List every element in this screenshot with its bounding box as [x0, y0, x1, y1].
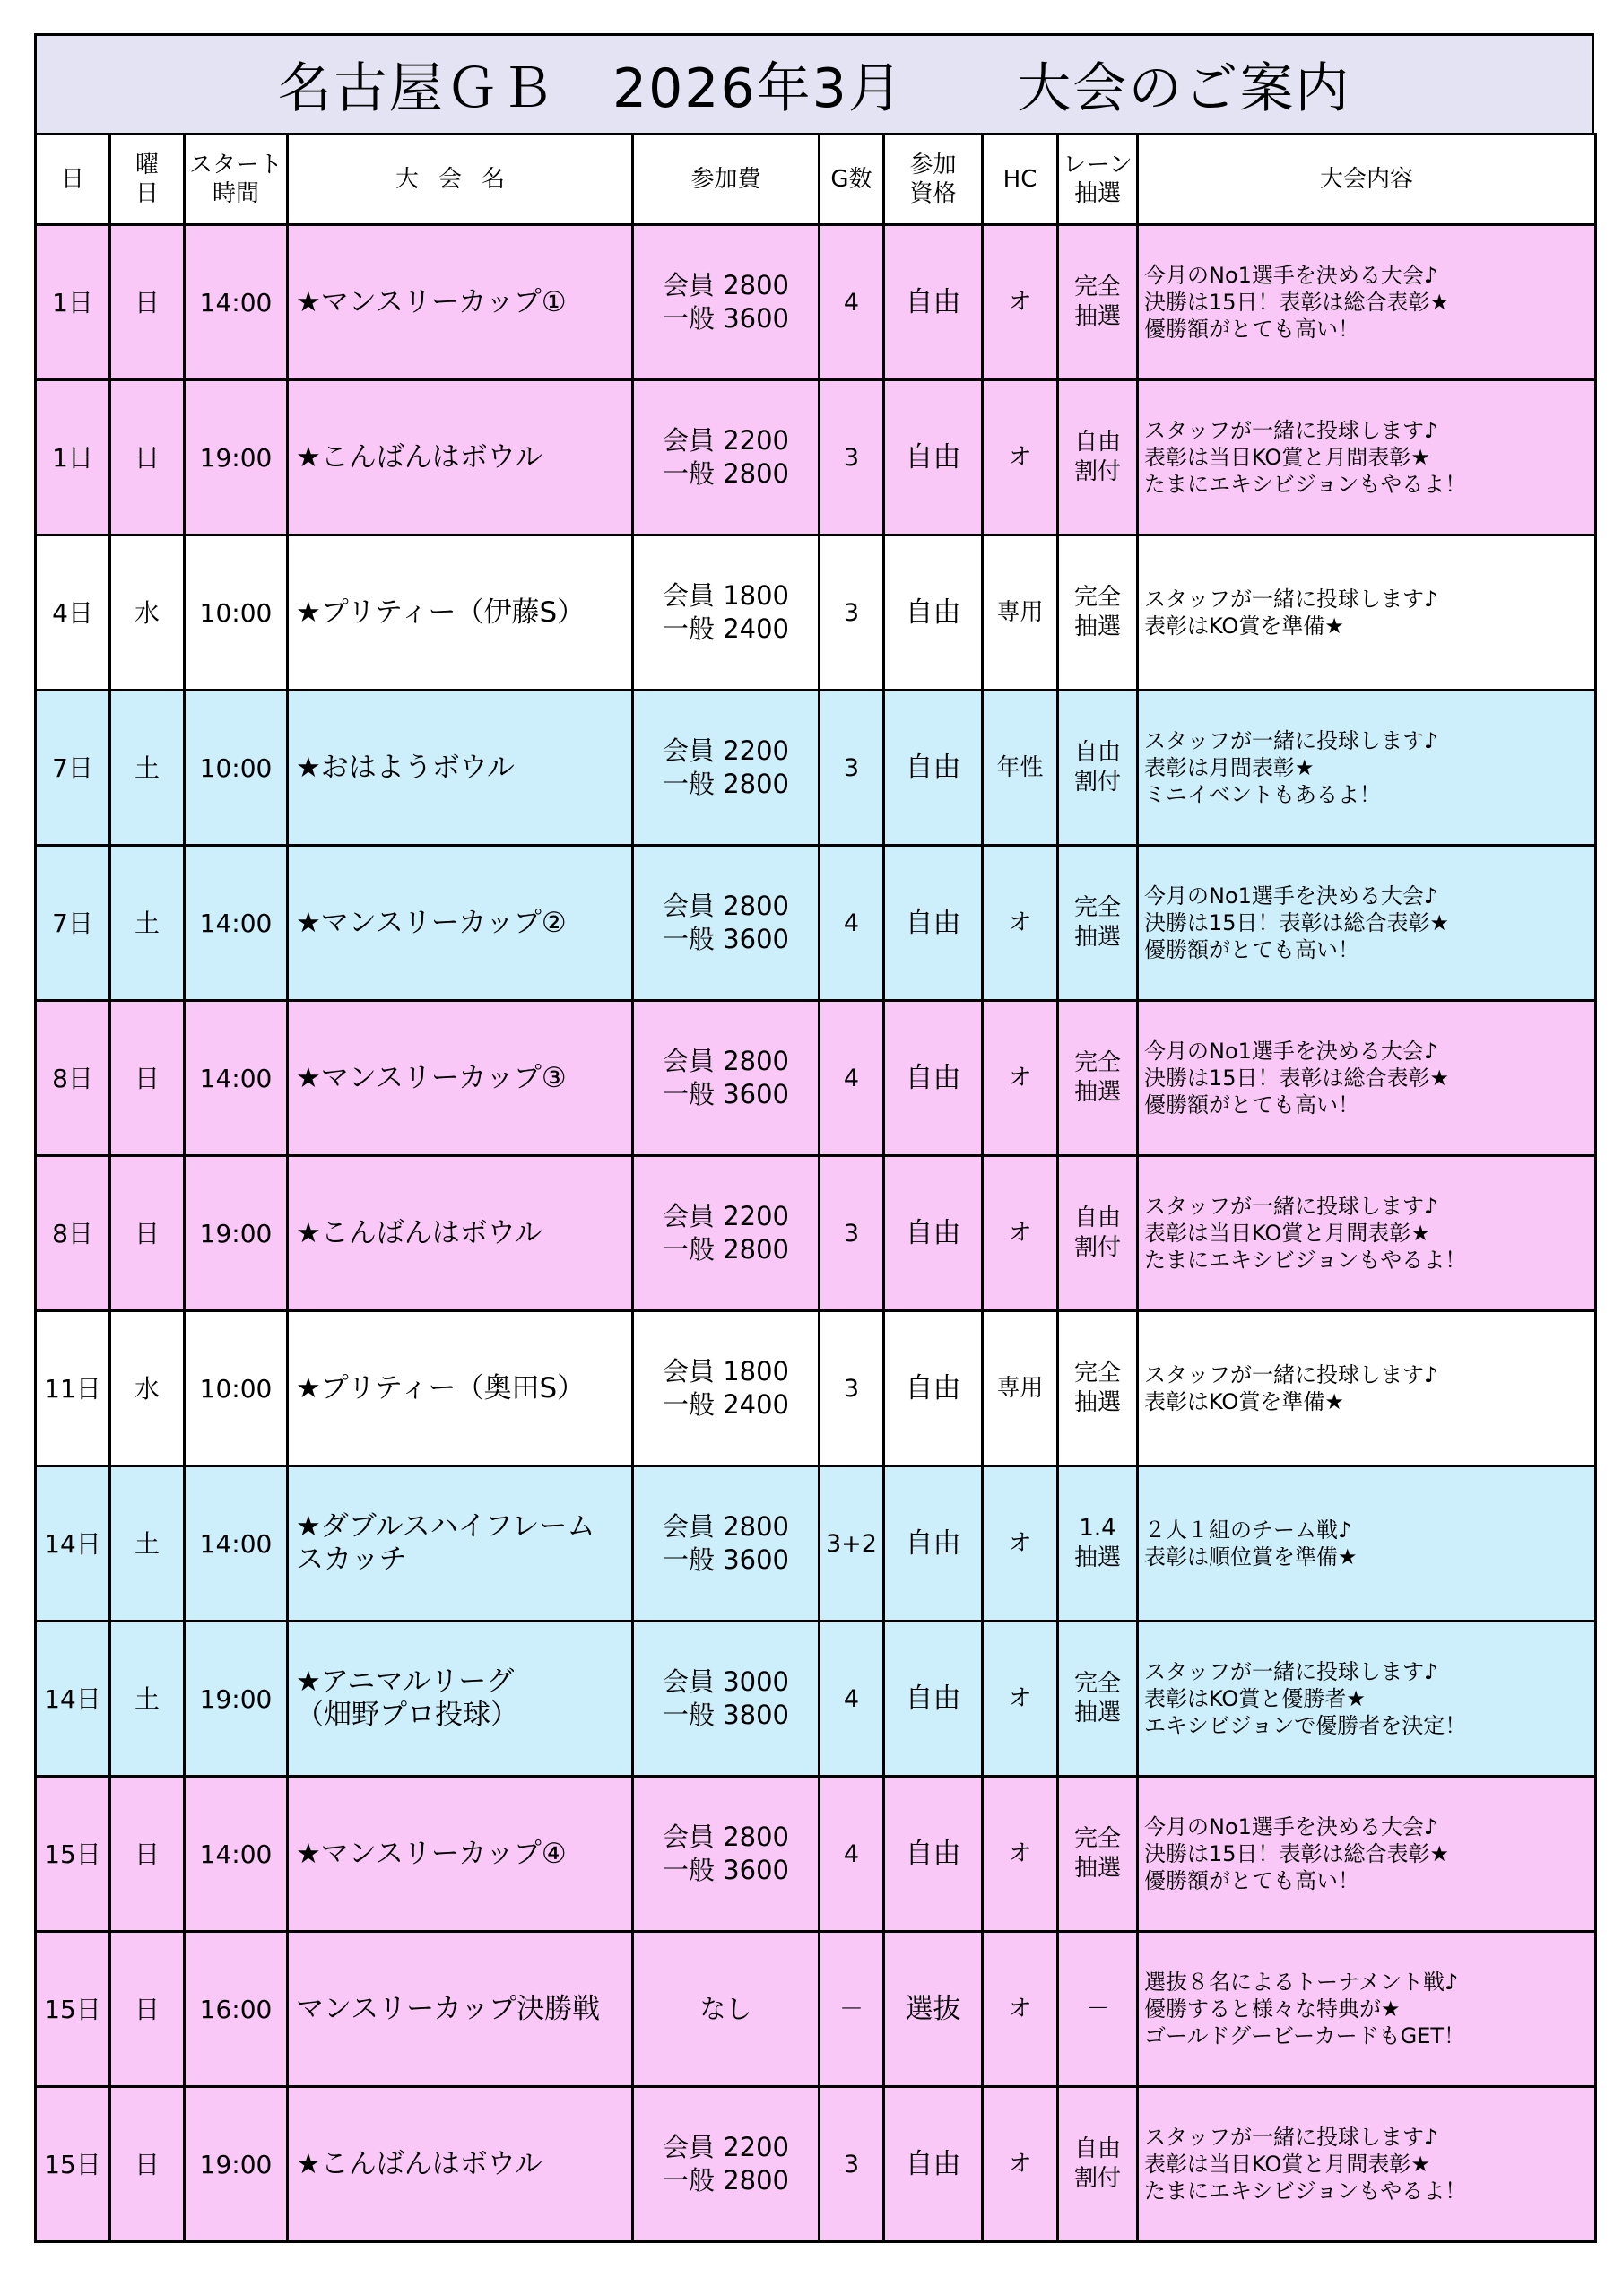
table-row — [36, 1466, 1596, 1622]
table-row — [36, 691, 1596, 846]
day-cell-text: 15日 — [44, 1994, 101, 2024]
lane-draw-cell — [1058, 225, 1138, 380]
event-name-cell — [288, 1311, 633, 1466]
games-cell-text: 3+2 — [826, 1529, 877, 1558]
games-cell-text: 4 — [843, 288, 860, 317]
games-cell-text: 3 — [843, 1219, 860, 1248]
day-cell — [36, 380, 110, 535]
table-header-row — [36, 135, 1596, 225]
weekday-cell-text: 日 — [134, 442, 160, 473]
weekday-cell — [110, 1156, 185, 1311]
event-name-cell — [288, 225, 633, 380]
games-cell — [820, 535, 884, 691]
day-cell-text: 7日 — [52, 752, 93, 783]
lane-draw-cell — [1058, 1156, 1138, 1311]
hc-cell-text: オ — [1008, 1684, 1032, 1712]
start-time-cell-text: 14:00 — [199, 287, 273, 317]
qualification-cell-text: 自由 — [905, 906, 961, 939]
fee-cell — [633, 691, 820, 846]
hc-cell-text: オ — [1008, 1839, 1032, 1867]
fee-cell-text: 会員 2800 一般 3600 — [662, 270, 790, 334]
event-name-cell — [288, 1622, 633, 1777]
hc-cell-text: オ — [1008, 443, 1032, 471]
start-time-cell — [185, 535, 288, 691]
weekday-cell-text: 日 — [134, 1218, 160, 1248]
day-cell-text: 1日 — [52, 442, 93, 473]
start-time-cell — [185, 1622, 288, 1777]
start-time-cell-text: 16:00 — [199, 1994, 273, 2024]
event-name-cell-text: ★マンスリーカップ② — [296, 906, 567, 939]
table-row — [36, 380, 1596, 535]
table-row — [36, 1156, 1596, 1311]
lane-draw-cell — [1058, 1777, 1138, 1932]
event-name-cell-text: ★おはようボウル — [296, 751, 515, 784]
detail-cell-text: 今月のNo1選手を決める大会♪ 決勝は15日！表彰は総合表彰★ 優勝額がとても高い！ — [1144, 883, 1450, 962]
event-name-cell — [288, 691, 633, 846]
start-time-cell-text: 14:00 — [199, 1063, 273, 1093]
lane-draw-cell — [1058, 1466, 1138, 1622]
header-event-name: 大会名 — [288, 135, 633, 225]
games-cell — [820, 1466, 884, 1622]
detail-cell-text: 今月のNo1選手を決める大会♪ 決勝は15日！表彰は総合表彰★ 優勝額がとても高い！ — [1144, 1039, 1450, 1118]
weekday-cell-text: 土 — [134, 752, 160, 783]
fee-cell — [633, 535, 820, 691]
weekday-cell — [110, 380, 185, 535]
header-hc: HC — [983, 135, 1058, 225]
detail-cell — [1138, 225, 1596, 380]
detail-cell-text: スタッフが一緒に投球します♪ 表彰はKO賞と優勝者★ エキシビジョンで優勝者を決定！ — [1144, 1659, 1467, 1738]
qualification-cell — [884, 1001, 983, 1156]
weekday-cell — [110, 2087, 185, 2242]
games-cell — [820, 1622, 884, 1777]
day-cell-text: 15日 — [44, 2149, 101, 2179]
detail-cell — [1138, 1777, 1596, 1932]
day-cell — [36, 1311, 110, 1466]
lane-draw-cell-text: 自由 割付 — [1073, 429, 1121, 485]
weekday-cell — [110, 225, 185, 380]
hc-cell-text: オ — [1008, 1529, 1032, 1557]
detail-cell-text: 今月のNo1選手を決める大会♪ 決勝は15日！表彰は総合表彰★ 優勝額がとても高い！ — [1144, 1814, 1450, 1893]
day-cell-text: 8日 — [52, 1063, 93, 1093]
qualification-cell — [884, 2087, 983, 2242]
detail-cell-text: スタッフが一緒に投球します♪ 表彰は当日KO賞と月間表彰★ たまにエキシビジョンもやるよ！ — [1144, 418, 1467, 497]
event-name-cell-text: ★マンスリーカップ④ — [296, 1837, 567, 1870]
schedule-rows — [36, 225, 1596, 2242]
fee-cell — [633, 1777, 820, 1932]
hc-cell — [983, 225, 1058, 380]
fee-cell-text: 会員 2200 一般 2800 — [662, 735, 790, 799]
header-detail: 大会内容 — [1138, 135, 1596, 225]
games-cell — [820, 1777, 884, 1932]
hc-cell — [983, 846, 1058, 1001]
detail-cell — [1138, 1622, 1596, 1777]
qualification-cell — [884, 380, 983, 535]
table-row — [36, 1311, 1596, 1466]
qualification-cell-text: 自由 — [905, 1526, 961, 1560]
day-cell — [36, 1001, 110, 1156]
fee-cell — [633, 1932, 820, 2087]
event-name-cell-text: ★プリティー（伊藤S） — [296, 596, 586, 629]
event-name-cell-text: ★ダブルスハイフレーム スカッチ — [296, 1510, 595, 1576]
header-day: 日 — [36, 135, 110, 225]
lane-draw-cell-text: 自由 割付 — [1073, 739, 1121, 796]
hc-cell-text: 専用 — [996, 598, 1044, 626]
header-start-time: スタート 時間 — [185, 135, 288, 225]
qualification-cell-text: 自由 — [905, 1061, 961, 1094]
hc-cell — [983, 1932, 1058, 2087]
games-cell — [820, 1932, 884, 2087]
weekday-cell — [110, 1311, 185, 1466]
event-name-cell — [288, 1156, 633, 1311]
qualification-cell-text: 自由 — [905, 596, 961, 629]
hc-cell-text: オ — [1008, 1064, 1032, 1091]
title-gap-1 — [556, 53, 612, 116]
table-row — [36, 225, 1596, 380]
day-cell — [36, 225, 110, 380]
fee-cell-text: 会員 2200 一般 2800 — [662, 2132, 790, 2196]
day-cell — [36, 1932, 110, 2087]
qualification-cell — [884, 691, 983, 846]
event-name-cell — [288, 1466, 633, 1622]
schedule-month: 2026年3月 — [612, 57, 904, 120]
start-time-cell — [185, 1777, 288, 1932]
table-row — [36, 846, 1596, 1001]
detail-cell — [1138, 1932, 1596, 2087]
qualification-cell-text: 自由 — [905, 440, 961, 474]
games-cell-text: 4 — [843, 909, 860, 937]
qualification-cell — [884, 846, 983, 1001]
start-time-cell — [185, 1932, 288, 2087]
day-cell — [36, 535, 110, 691]
qualification-cell — [884, 1156, 983, 1311]
start-time-cell-text: 10:00 — [199, 1373, 273, 1404]
games-cell-text: － — [839, 1995, 864, 2023]
venue-name: 名古屋ＧＢ — [277, 57, 556, 120]
fee-cell-text: 会員 2200 一般 2800 — [662, 1201, 790, 1265]
day-cell-text: 11日 — [44, 1373, 101, 1404]
detail-cell-text: スタッフが一緒に投球します♪ 表彰は当日KO賞と月間表彰★ たまにエキシビジョンもやるよ！ — [1144, 2125, 1467, 2204]
day-cell-text: 7日 — [52, 908, 93, 938]
qualification-cell — [884, 1932, 983, 2087]
games-cell — [820, 1311, 884, 1466]
lane-draw-cell — [1058, 2087, 1138, 2242]
qualification-cell-text: 選抜 — [905, 1992, 961, 2025]
table-row — [36, 2087, 1596, 2242]
detail-cell-text: スタッフが一緒に投球します♪ 表彰はKO賞を準備★ — [1144, 587, 1438, 639]
qualification-cell-text: 自由 — [905, 1371, 961, 1405]
start-time-cell — [185, 1001, 288, 1156]
event-name-cell — [288, 2087, 633, 2242]
lane-draw-cell — [1058, 535, 1138, 691]
fee-cell-text: なし — [699, 1993, 752, 2024]
fee-cell-text: 会員 2800 一般 3600 — [662, 1511, 790, 1575]
table-row — [36, 535, 1596, 691]
title-gap-2 — [904, 53, 1017, 116]
games-cell — [820, 1156, 884, 1311]
qualification-cell — [884, 535, 983, 691]
event-name-cell-text: ★こんばんはボウル — [296, 2147, 542, 2180]
lane-draw-cell-text: 完全 抽選 — [1073, 1670, 1121, 1726]
games-cell — [820, 846, 884, 1001]
start-time-cell — [185, 225, 288, 380]
detail-cell — [1138, 2087, 1596, 2242]
games-cell-text: 3 — [843, 753, 860, 782]
table-row — [36, 1777, 1596, 1932]
weekday-cell-text: 土 — [134, 1683, 160, 1714]
event-name-cell-text: ★こんばんはボウル — [296, 440, 542, 474]
games-cell-text: 3 — [843, 598, 860, 627]
detail-cell-text: スタッフが一緒に投球します♪ 表彰は月間表彰★ ミニイベントもあるよ！ — [1144, 728, 1438, 807]
header-games: G数 — [820, 135, 884, 225]
fee-cell — [633, 380, 820, 535]
weekday-cell — [110, 691, 185, 846]
games-cell-text: 4 — [843, 1064, 860, 1092]
event-name-cell-text: ★プリティー（奥田S） — [296, 1371, 586, 1405]
weekday-cell-text: 日 — [134, 1063, 160, 1093]
qualification-cell — [884, 1777, 983, 1932]
games-cell-text: 4 — [843, 1684, 860, 1713]
detail-cell — [1138, 1311, 1596, 1466]
start-time-cell — [185, 1311, 288, 1466]
day-cell-text: 15日 — [44, 1839, 101, 1869]
day-cell — [36, 846, 110, 1001]
day-cell-text: 1日 — [52, 287, 93, 317]
start-time-cell — [185, 2087, 288, 2242]
day-cell-text: 8日 — [52, 1218, 93, 1248]
fee-cell-text: 会員 2800 一般 3600 — [662, 891, 790, 954]
lane-draw-cell-text: 完全 抽選 — [1073, 1360, 1121, 1416]
detail-cell — [1138, 1001, 1596, 1156]
games-cell-text: 3 — [843, 443, 860, 472]
header-lane-draw: レーン 抽選 — [1058, 135, 1138, 225]
fee-cell-text: 会員 2200 一般 2800 — [662, 425, 790, 489]
event-name-cell-text: ★マンスリーカップ① — [296, 285, 567, 318]
detail-cell — [1138, 380, 1596, 535]
header-weekday: 曜 日 — [110, 135, 185, 225]
fee-cell-text: 会員 3000 一般 3800 — [662, 1666, 790, 1730]
table-row — [36, 1622, 1596, 1777]
start-time-cell-text: 10:00 — [199, 752, 273, 783]
hc-cell — [983, 1622, 1058, 1777]
day-cell — [36, 1622, 110, 1777]
start-time-cell-text: 14:00 — [199, 1528, 273, 1559]
day-cell-text: 4日 — [52, 597, 93, 628]
weekday-cell-text: 日 — [134, 287, 160, 317]
day-cell — [36, 691, 110, 846]
qualification-cell-text: 自由 — [905, 1216, 961, 1249]
start-time-cell — [185, 380, 288, 535]
start-time-cell-text: 19:00 — [199, 1683, 273, 1714]
hc-cell-text: オ — [1008, 909, 1032, 936]
day-cell — [36, 2087, 110, 2242]
fee-cell — [633, 1311, 820, 1466]
schedule-table — [34, 133, 1597, 2243]
qualification-cell-text: 自由 — [905, 1682, 961, 1715]
fee-cell — [633, 846, 820, 1001]
day-cell-text: 14日 — [44, 1683, 101, 1714]
start-time-cell-text: 14:00 — [199, 908, 273, 938]
games-cell — [820, 2087, 884, 2242]
qualification-cell — [884, 1622, 983, 1777]
hc-cell — [983, 2087, 1058, 2242]
weekday-cell-text: 日 — [134, 2149, 160, 2179]
hc-cell — [983, 1311, 1058, 1466]
start-time-cell — [185, 1466, 288, 1622]
lane-draw-cell-text: 自由 割付 — [1073, 2135, 1121, 2192]
detail-cell-text: スタッフが一緒に投球します♪ 表彰はKO賞を準備★ — [1144, 1362, 1438, 1414]
lane-draw-cell-text: 1.4 抽選 — [1073, 1515, 1121, 1571]
fee-cell-text: 会員 1800 一般 2400 — [662, 580, 790, 644]
start-time-cell-text: 19:00 — [199, 2149, 273, 2179]
lane-draw-cell-text: 完全 抽選 — [1073, 274, 1121, 330]
weekday-cell-text: 土 — [134, 908, 160, 938]
fee-cell-text: 会員 1800 一般 2400 — [662, 1356, 790, 1420]
hc-cell — [983, 1156, 1058, 1311]
games-cell-text: 3 — [843, 2150, 860, 2179]
lane-draw-cell — [1058, 691, 1138, 846]
games-cell — [820, 380, 884, 535]
hc-cell — [983, 535, 1058, 691]
table-row — [36, 1001, 1596, 1156]
detail-cell — [1138, 691, 1596, 846]
lane-draw-cell-text: 完全 抽選 — [1073, 1825, 1121, 1882]
detail-cell — [1138, 846, 1596, 1001]
lane-draw-cell — [1058, 1311, 1138, 1466]
schedule-heading: 大会のご案内 — [1017, 57, 1351, 120]
hc-cell — [983, 1466, 1058, 1622]
weekday-cell — [110, 535, 185, 691]
qualification-cell — [884, 1311, 983, 1466]
detail-cell-text: 今月のNo1選手を決める大会♪ 決勝は15日！表彰は総合表彰★ 優勝額がとても高い！ — [1144, 263, 1450, 342]
qualification-cell-text: 自由 — [905, 1837, 961, 1870]
event-name-cell — [288, 380, 633, 535]
start-time-cell — [185, 1156, 288, 1311]
games-cell — [820, 225, 884, 380]
event-name-cell-text: ★マンスリーカップ③ — [296, 1061, 567, 1094]
event-name-cell — [288, 535, 633, 691]
start-time-cell — [185, 691, 288, 846]
event-name-cell — [288, 1932, 633, 2087]
hc-cell-text: オ — [1008, 1219, 1032, 1247]
fee-cell — [633, 2087, 820, 2242]
weekday-cell-text: 水 — [134, 1373, 160, 1404]
lane-draw-cell — [1058, 1622, 1138, 1777]
fee-cell — [633, 1622, 820, 1777]
fee-cell — [633, 1156, 820, 1311]
hc-cell-text: オ — [1008, 2150, 1032, 2178]
qualification-cell — [884, 1466, 983, 1622]
day-cell — [36, 1156, 110, 1311]
qualification-cell-text: 自由 — [905, 2147, 961, 2180]
detail-cell-text: 選抜８名によるトーナメント戦♪ 優勝すると様々な特典が★ ゴールドグービーカードもGET！ — [1144, 1970, 1466, 2048]
hc-cell-text: 専用 — [996, 1374, 1044, 1402]
weekday-cell — [110, 1777, 185, 1932]
detail-cell — [1138, 1466, 1596, 1622]
lane-draw-cell-text: 完全 抽選 — [1073, 584, 1121, 640]
detail-cell — [1138, 535, 1596, 691]
weekday-cell-text: 水 — [134, 597, 160, 628]
hc-cell — [983, 1001, 1058, 1156]
fee-cell-text: 会員 2800 一般 3600 — [662, 1822, 790, 1885]
weekday-cell-text: 日 — [134, 1839, 160, 1869]
day-cell — [36, 1466, 110, 1622]
weekday-cell-text: 日 — [134, 1994, 160, 2024]
games-cell-text: 4 — [843, 1839, 860, 1868]
detail-cell-text: ２人１組のチーム戦♪ 表彰は順位賞を準備★ — [1144, 1518, 1358, 1570]
hc-cell — [983, 691, 1058, 846]
weekday-cell — [110, 846, 185, 1001]
page-title — [34, 33, 1594, 135]
event-name-cell-text: マンスリーカップ決勝戦 — [296, 1992, 601, 2025]
fee-cell — [633, 225, 820, 380]
start-time-cell-text: 19:00 — [199, 442, 273, 473]
weekday-cell — [110, 1932, 185, 2087]
fee-cell — [633, 1466, 820, 1622]
start-time-cell-text: 14:00 — [199, 1839, 273, 1869]
hc-cell-text: オ — [1008, 288, 1032, 316]
fee-cell-text: 会員 2800 一般 3600 — [662, 1046, 790, 1109]
lane-draw-cell — [1058, 380, 1138, 535]
games-cell — [820, 691, 884, 846]
lane-draw-cell — [1058, 1001, 1138, 1156]
detail-cell — [1138, 1156, 1596, 1311]
tournament-schedule-sheet — [34, 33, 1594, 2243]
header-qualification: 参加 資格 — [884, 135, 983, 225]
qualification-cell-text: 自由 — [905, 751, 961, 784]
table-row — [36, 1932, 1596, 2087]
lane-draw-cell-text: 完全 抽選 — [1073, 1049, 1121, 1106]
start-time-cell-text: 19:00 — [199, 1218, 273, 1248]
lane-draw-cell — [1058, 1932, 1138, 2087]
games-cell-text: 3 — [843, 1374, 860, 1403]
event-name-cell — [288, 1001, 633, 1156]
event-name-cell-text: ★アニマルリーグ （畑野プロ投球） — [296, 1665, 518, 1731]
qualification-cell — [884, 225, 983, 380]
hc-cell-text: オ — [1008, 1995, 1032, 2022]
hc-cell — [983, 380, 1058, 535]
lane-draw-cell-text: 自由 割付 — [1073, 1205, 1121, 1261]
day-cell-text: 14日 — [44, 1528, 101, 1559]
hc-cell-text: 年性 — [996, 753, 1044, 781]
day-cell — [36, 1777, 110, 1932]
weekday-cell-text: 土 — [134, 1528, 160, 1559]
qualification-cell-text: 自由 — [905, 285, 961, 318]
event-name-cell — [288, 1777, 633, 1932]
fee-cell — [633, 1001, 820, 1156]
detail-cell-text: スタッフが一緒に投球します♪ 表彰は当日KO賞と月間表彰★ たまにエキシビジョンもやるよ！ — [1144, 1194, 1467, 1273]
event-name-cell-text: ★こんばんはボウル — [296, 1216, 542, 1249]
event-name-cell — [288, 846, 633, 1001]
start-time-cell-text: 10:00 — [199, 597, 273, 628]
games-cell — [820, 1001, 884, 1156]
start-time-cell — [185, 846, 288, 1001]
weekday-cell — [110, 1622, 185, 1777]
weekday-cell — [110, 1001, 185, 1156]
lane-draw-cell — [1058, 846, 1138, 1001]
lane-draw-cell-text: 完全 抽選 — [1073, 894, 1121, 951]
lane-draw-cell-text: － — [1085, 1995, 1109, 2022]
weekday-cell — [110, 1466, 185, 1622]
header-fee: 参加費 — [633, 135, 820, 225]
hc-cell — [983, 1777, 1058, 1932]
